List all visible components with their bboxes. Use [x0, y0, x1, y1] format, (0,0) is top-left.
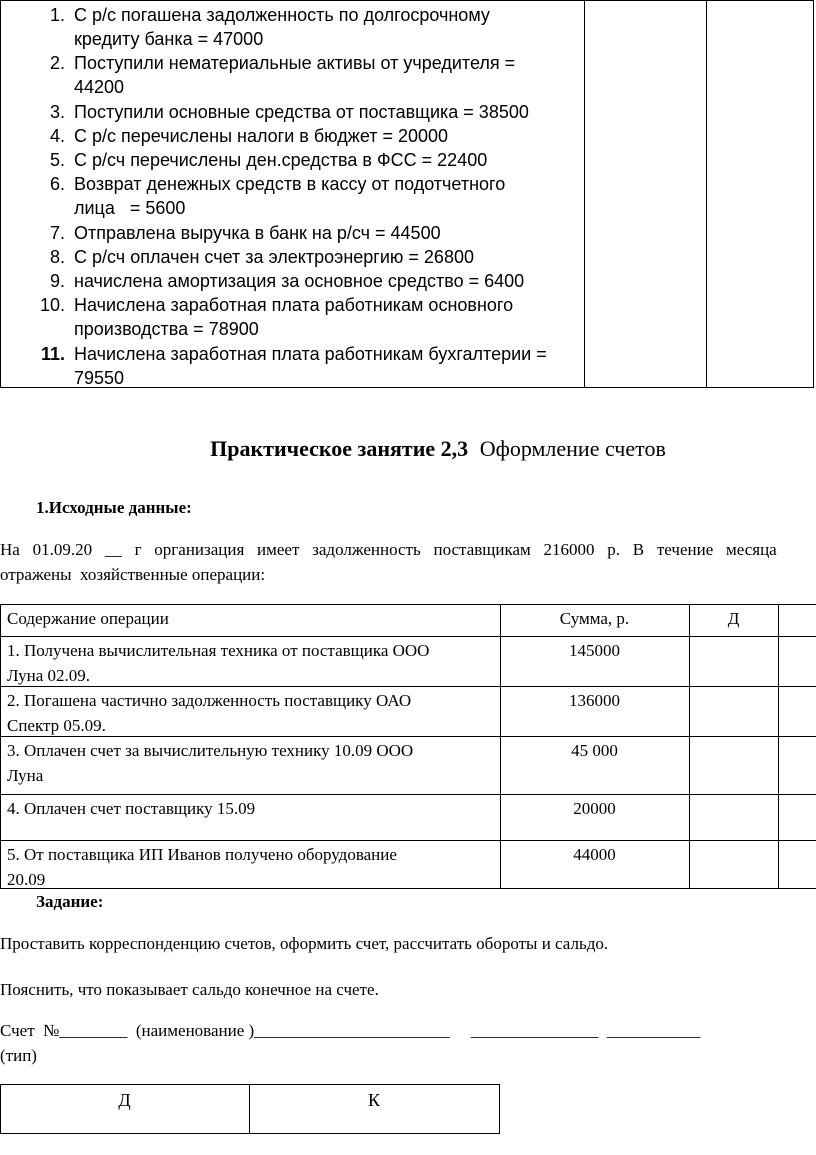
header-content: Содержание операции	[7, 609, 169, 628]
operation-description: Луна	[7, 766, 44, 785]
list-item-number: 10.	[39, 295, 65, 316]
intro-text-line-2: отражены хозяйственные операции:	[0, 565, 266, 584]
list-item-text: Поступили нематериальные активы от учредителя =	[74, 53, 516, 74]
intro-text-line-1: На 01.09.20 __ г организация имеет задолженность поставщикам 216000 р. В течение месяца	[0, 540, 777, 559]
list-item-text: С р/с погашена задолженность по долгосрочному	[74, 5, 490, 25]
task-line-2: Пояснить, что показывает сальдо конечное на счете.	[0, 980, 379, 999]
operation-description: 1. Получена вычислительная техника от поставщика ООО	[7, 641, 430, 660]
operation-sum: 20000	[573, 799, 616, 818]
list-item-text: С р/сч оплачен счет за электроэнергию = 26800	[74, 247, 474, 267]
account-type-label: (тип)	[0, 1046, 37, 1065]
list-item-text: С р/сч перечислены ден.средства в ФСС = 22400	[74, 150, 488, 171]
task-line-1: Проставить корреспонденцию счетов, оформить счет, рассчитать обороты и сальдо.	[0, 934, 609, 953]
header-sum: Сумма, р.	[559, 609, 630, 628]
list-item-number: 4.	[49, 126, 65, 146]
operation-description: 2. Погашена частично задолженность поставщику ОАО	[7, 691, 412, 710]
header-debit: Д	[727, 609, 740, 628]
operation-description: 3. Оплачен счет за вычислительную технику 10.09 ООО	[7, 741, 414, 760]
t-account-credit: К	[367, 1090, 380, 1110]
operation-sum: 44000	[573, 845, 616, 864]
operation-description: Луна 02.09.	[7, 666, 90, 685]
page-title	[0, 436, 816, 462]
list-item-text: Возврат денежных средств в кассу от подотчетного	[74, 174, 506, 195]
list-item-text: кредиту банка = 47000	[74, 29, 264, 49]
list-item-text: лица = 5600	[74, 198, 186, 219]
list-item-text: С р/с перечислены налоги в бюджет = 20000	[74, 126, 449, 146]
list-item-text: 44200	[74, 77, 125, 98]
title-bold: Практическое занятие 2,3	[210, 436, 469, 461]
list-item-text: Начислена заработная плата работникам бухгалтерии =	[74, 343, 547, 364]
operation-description: 4. Оплачен счет поставщику 15.09	[7, 799, 256, 818]
list-item-number: 7.	[49, 222, 65, 243]
t-account-debit: Д	[118, 1090, 131, 1110]
operation-sum: 45 000	[571, 741, 618, 760]
title-rest: Оформление счетов	[479, 436, 666, 461]
list-item-number: 8.	[49, 247, 65, 267]
initial-data-heading: 1.Исходные данные:	[36, 498, 192, 517]
operation-sum: 136000	[569, 691, 620, 710]
account-line: Счет №________ (наименование )_______________________ _______________ ___________	[0, 1021, 701, 1040]
list-item-number: 3.	[49, 101, 65, 122]
list-item-text: 79550	[74, 367, 125, 388]
list-item-number: 1.	[49, 5, 65, 25]
table-column-divider	[706, 1, 707, 387]
t-account	[0, 1084, 500, 1134]
table-column-divider	[584, 1, 585, 387]
list-item-text: Отправлена выручка в банк на р/сч = 44500	[74, 222, 441, 243]
operations-list-table	[0, 0, 814, 388]
list-item-text: Начислена заработная плата работникам основного	[74, 295, 514, 316]
operation-sum: 145000	[569, 641, 620, 660]
list-item-number: 11.	[40, 343, 65, 364]
list-item-number: 6.	[49, 174, 65, 195]
list-item-number: 9.	[49, 271, 65, 292]
list-item-number: 5.	[49, 150, 65, 171]
list-item-number: 2.	[49, 53, 65, 74]
operation-description: Спектр 05.09.	[7, 716, 106, 735]
operation-description: 5. От поставщика ИП Иванов получено оборудование	[7, 845, 397, 864]
list-item-text: производства = 78900	[74, 319, 259, 340]
list-item-text: Поступили основные средства от поставщика = 38500	[74, 101, 529, 122]
operation-description: 20.09	[7, 870, 46, 889]
task-heading: Задание:	[36, 892, 104, 911]
list-item-text: начислена амортизация за основное средство = 6400	[74, 271, 525, 292]
